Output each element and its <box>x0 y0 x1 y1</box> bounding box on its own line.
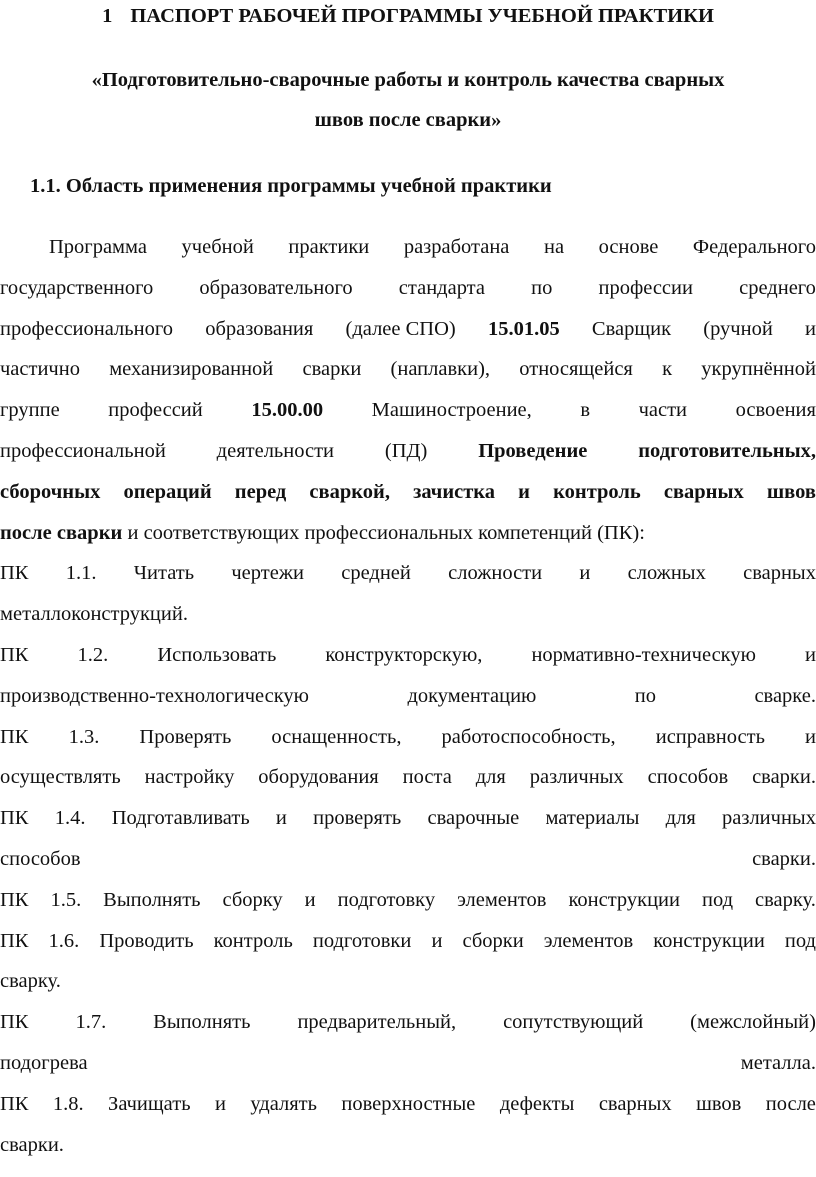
word: среднего <box>739 276 816 299</box>
word: Выполнять <box>153 1011 251 1034</box>
activity-word: зачистка <box>413 480 496 503</box>
activity-word: Проведение <box>478 439 588 462</box>
word: средней <box>341 562 411 585</box>
activity-word: сваркой, <box>309 480 390 503</box>
word: и <box>431 929 443 952</box>
word: механизированной <box>109 358 274 381</box>
word: государственного <box>0 276 154 299</box>
activity-word: перед <box>234 480 287 503</box>
word: и <box>304 888 316 911</box>
word: после <box>765 1092 816 1115</box>
intro-line-8 <box>0 513 816 554</box>
word: (далее СПО) <box>345 317 456 340</box>
pk16-line-2 <box>0 961 816 1002</box>
word: сварки <box>302 358 362 381</box>
word: Читать <box>133 562 195 585</box>
word: швов <box>696 1092 742 1115</box>
activity-word: подготовительных, <box>638 439 816 462</box>
word: сварки. <box>752 847 816 870</box>
word: 1.5. <box>50 888 82 911</box>
word: ПК <box>0 929 29 952</box>
word: 1.3. <box>68 725 100 748</box>
word: Проводить <box>99 929 194 952</box>
word: конструкции <box>653 929 765 952</box>
word: и <box>805 317 816 340</box>
word: освоения <box>735 399 816 422</box>
word: подготовку <box>337 888 436 911</box>
word: группе <box>0 399 60 422</box>
word: ПК <box>0 725 29 748</box>
activity-word: контроль <box>553 480 641 503</box>
word: для <box>665 807 696 830</box>
word: ПК <box>0 888 29 911</box>
title-text: ПАСПОРТ РАБОЧЕЙ ПРОГРАММЫ УЧЕБНОЙ ПРАКТИКИ <box>130 5 714 27</box>
word: различных <box>529 766 624 789</box>
word: образования <box>205 317 314 340</box>
word: осуществлять <box>0 766 121 789</box>
word: удалять <box>250 1092 317 1115</box>
word: сопутствующий <box>503 1011 644 1034</box>
word: сварки. <box>0 1133 64 1156</box>
word: способов <box>647 766 729 789</box>
word: сварку. <box>755 888 816 911</box>
word: профессий <box>108 399 203 422</box>
pk17-line-2 <box>0 1043 816 1084</box>
word: производственно-технологическую <box>0 684 310 707</box>
word: 1.8. <box>52 1092 84 1115</box>
word: ПК <box>0 1011 29 1034</box>
pk14-line-1 <box>0 798 816 839</box>
pk18-line-2 <box>0 1125 816 1166</box>
pk13-line-1 <box>0 717 816 758</box>
word: поста <box>402 766 452 789</box>
pk14-line-2 <box>0 839 816 880</box>
word: 1.4. <box>54 807 86 830</box>
word: профессиональной <box>0 439 166 462</box>
pk15-line-1 <box>0 880 816 921</box>
word: чертежи <box>231 562 304 585</box>
word: 1.7. <box>75 1011 107 1034</box>
title-number: 1 <box>102 5 113 27</box>
word: Подготавливать <box>111 807 250 830</box>
word: части <box>638 399 688 422</box>
word: сборки <box>462 929 524 952</box>
word: для <box>475 766 506 789</box>
intro-line-6 <box>0 431 816 472</box>
word: дефекты <box>499 1092 575 1115</box>
word: и <box>275 807 287 830</box>
word: различных <box>722 807 816 830</box>
profession-code: 15.01.05 <box>487 317 560 340</box>
word: под <box>784 929 816 952</box>
intro-line-5 <box>0 390 816 431</box>
word: Использовать <box>157 643 277 666</box>
word: сложных <box>627 562 706 585</box>
word: к <box>662 358 673 381</box>
word: и <box>214 1092 226 1115</box>
word: и <box>579 562 591 585</box>
word: сварных <box>743 562 816 585</box>
word: профессионального <box>0 317 173 340</box>
word: по <box>634 684 657 707</box>
word: 1.2. <box>77 643 109 666</box>
word: материалы <box>545 807 640 830</box>
word: (межслойный) <box>690 1011 816 1034</box>
word: частично <box>0 358 80 381</box>
pk16-line-1 <box>0 921 816 962</box>
word: и <box>805 725 816 748</box>
word: 1.6. <box>48 929 80 952</box>
word: на <box>543 236 565 258</box>
word: основе <box>598 236 659 258</box>
word: подготовки <box>312 929 412 952</box>
word: практики <box>288 236 370 258</box>
word: подогрева <box>0 1051 88 1074</box>
word: проверять <box>313 807 402 830</box>
word: ПК <box>0 807 29 830</box>
word: по <box>531 276 553 299</box>
word: относящейся <box>519 358 633 381</box>
word: разработана <box>403 236 510 258</box>
intro-line-4 <box>0 349 816 390</box>
subtitle-line-2: швов после сварки» <box>314 109 502 131</box>
word: Федерального <box>692 236 816 258</box>
word: поверхностные <box>341 1092 476 1115</box>
subtitle-line-1: «Подготовительно-сварочные работы и контроль качества сварных <box>91 69 725 91</box>
word: сварке. <box>754 684 816 707</box>
program-subtitle <box>40 60 776 140</box>
word: ПК <box>0 1092 29 1115</box>
word: Машиностроение, <box>371 399 532 422</box>
document-title <box>0 4 816 28</box>
pk17-line-1 <box>0 1002 816 1043</box>
word: (ПД) <box>384 439 428 462</box>
word: нормативно-техническую <box>531 643 756 666</box>
intro-tail: и соответствующих профессиональных компетенций (ПК): <box>122 521 645 544</box>
section-heading: 1.1. Область применения программы учебной практики <box>30 175 552 197</box>
word: в <box>580 399 591 422</box>
word: ПК <box>0 643 29 666</box>
word: сварку. <box>0 970 61 993</box>
word: конструкции <box>568 888 681 911</box>
activity-word: швов <box>766 480 816 503</box>
word: предварительный, <box>297 1011 457 1034</box>
group-code: 15.00.00 <box>251 399 324 422</box>
activity-tail: после сварки <box>0 521 123 544</box>
intro-line-2 <box>0 268 816 309</box>
word: укрупнённой <box>701 358 816 381</box>
activity-word: сварных <box>663 480 744 503</box>
word: и <box>804 643 816 666</box>
word: ПК <box>0 562 29 585</box>
word: сварных <box>598 1092 672 1115</box>
intro-line-7 <box>0 472 816 513</box>
word: элементов <box>543 929 634 952</box>
word: Выполнять <box>103 888 201 911</box>
word: металла. <box>740 1051 816 1074</box>
activity-word: операций <box>123 480 212 503</box>
word: оборудования <box>258 766 379 789</box>
word: оснащенность, <box>271 725 402 748</box>
word: элементов <box>457 888 547 911</box>
word: конструкторскую, <box>325 643 483 666</box>
intro-line-1 <box>0 227 816 268</box>
word: металлоконструкций. <box>0 603 188 626</box>
activity-word: сборочных <box>0 480 101 503</box>
activity-word: и <box>518 480 530 503</box>
pk13-line-2 <box>0 757 816 798</box>
pk11-line-2 <box>0 594 816 635</box>
word: настройку <box>144 766 235 789</box>
document-body <box>0 227 816 1165</box>
word: деятельности <box>216 439 335 462</box>
word: (наплавки), <box>390 358 491 381</box>
word: Сварщик <box>591 317 672 340</box>
intro-line-8-text <box>0 513 645 554</box>
word: документацию <box>407 684 537 707</box>
word: сложности <box>448 562 543 585</box>
word: работоспособность, <box>441 725 616 748</box>
word: сварочные <box>427 807 520 830</box>
word: Проверять <box>139 725 232 748</box>
word: под <box>701 888 734 911</box>
word: Зачищать <box>108 1092 191 1115</box>
pk12-line-2 <box>0 676 816 717</box>
word: исправность <box>655 725 765 748</box>
pk11-line-1 <box>0 553 816 594</box>
word: Программа <box>49 236 147 258</box>
word: способов <box>0 847 81 870</box>
word: профессии <box>598 276 693 299</box>
word: сварки. <box>752 766 816 789</box>
word: стандарта <box>398 276 485 299</box>
word: контроль <box>213 929 293 952</box>
word: сборку <box>222 888 283 911</box>
pk12-line-1 <box>0 635 816 676</box>
word: (ручной <box>703 317 773 340</box>
word: образовательного <box>199 276 353 299</box>
pk18-line-1 <box>0 1084 816 1125</box>
intro-line-3 <box>0 309 816 350</box>
word: учебной <box>181 236 254 258</box>
word: 1.1. <box>65 562 97 585</box>
